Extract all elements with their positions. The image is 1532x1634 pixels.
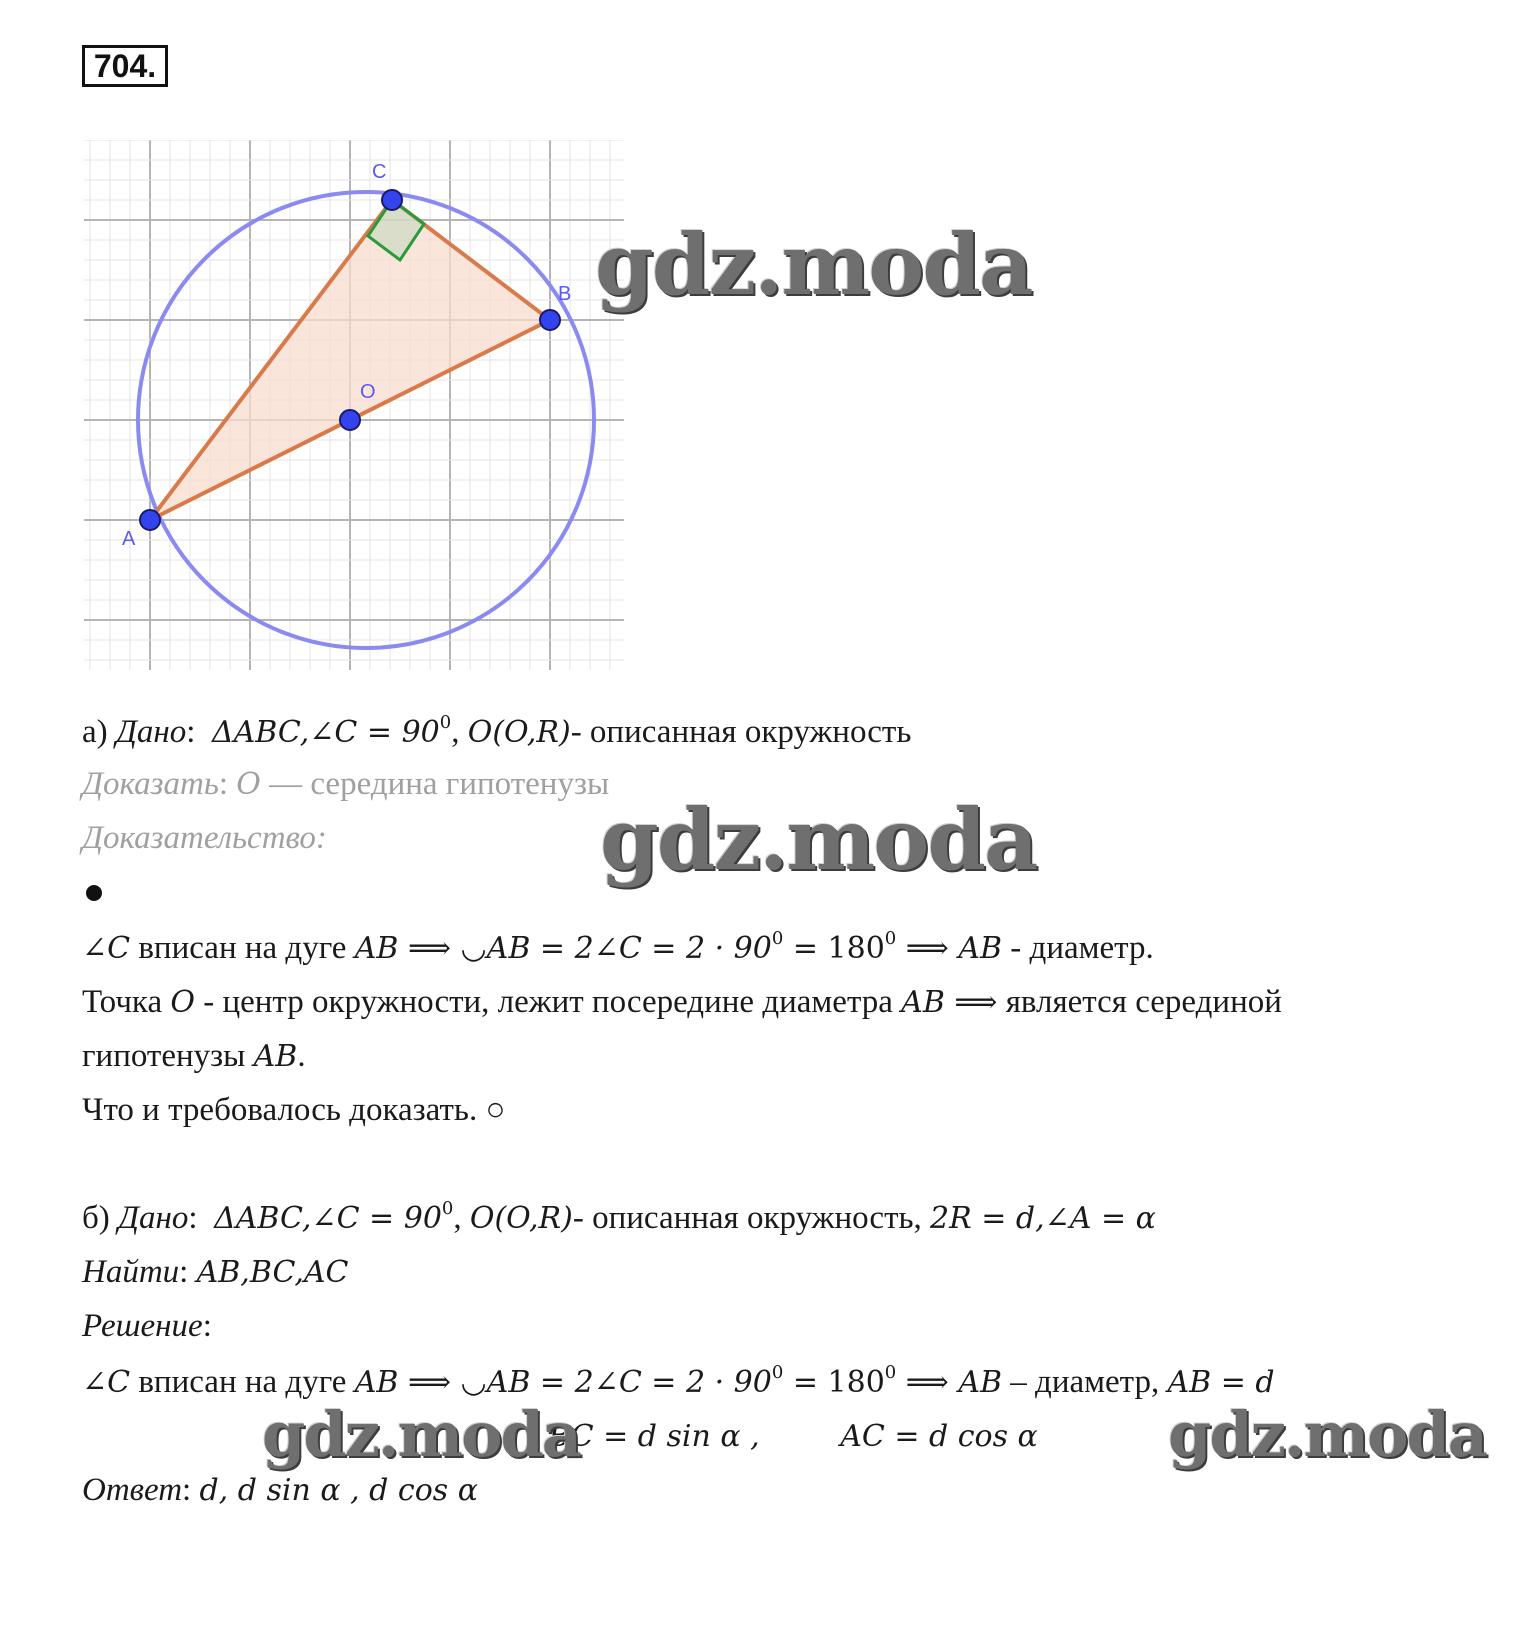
arc-math: AB ⟹ ◡AB = 2∠C = 2 · 90 bbox=[354, 1365, 772, 1400]
part-b-solution-line-1 bbox=[82, 1362, 1275, 1403]
ab-equals-d: AB = d bbox=[1167, 1365, 1275, 1400]
point-o bbox=[340, 410, 360, 430]
ac-formula: AC = d cos α bbox=[840, 1419, 1038, 1454]
part-b-solution-label: Решение: bbox=[82, 1308, 212, 1344]
part-b-answer: Ответ: d, d sin α , d cos α bbox=[82, 1472, 478, 1508]
prove-text: — середина гипотенузы bbox=[269, 766, 610, 802]
given-label: Дано bbox=[118, 1200, 189, 1236]
bc-formula: BC = d sin α , bbox=[548, 1419, 760, 1454]
watermark-logo: gdz.moda bbox=[595, 215, 1032, 314]
part-b-solution-line-2 bbox=[548, 1416, 1038, 1457]
given-triangle: ΔABC,∠C = 90 bbox=[214, 1201, 442, 1236]
angle-c: ∠C bbox=[82, 931, 131, 966]
prove-label: Доказать bbox=[82, 766, 219, 802]
find-math: AB,BC,AC bbox=[196, 1255, 349, 1290]
ab-implies: AB ⟹ bbox=[901, 985, 998, 1020]
point-c bbox=[382, 190, 402, 210]
part-a-given: а) Дано: ΔABC,∠C = $90^0$, O(O,R)- описанная окружность bbox=[82, 712, 912, 750]
arc-math-3: ⟹ AB bbox=[896, 1365, 1003, 1400]
diameter-text: – диаметр, bbox=[1010, 1364, 1160, 1400]
watermark-logo: gdz.moda bbox=[1168, 1398, 1486, 1471]
part-a-proof-line-3 bbox=[82, 1036, 306, 1077]
degree-sup: 0 bbox=[439, 712, 452, 733]
part-a-proof-line-1 bbox=[82, 928, 1154, 969]
hypotenuse-text: гипотенузы bbox=[82, 1038, 246, 1074]
given-suffix: - описанная окружность, bbox=[572, 1200, 922, 1236]
answer-label: Ответ bbox=[82, 1472, 183, 1508]
find-label: Найти bbox=[82, 1254, 180, 1290]
solution-label: Решение bbox=[82, 1308, 203, 1344]
label-a: A bbox=[122, 528, 136, 550]
inscribed-text: вписан на дуге bbox=[138, 930, 347, 966]
proof-label: Доказательство: bbox=[82, 820, 327, 856]
given-extra: 2R = d,∠A = α bbox=[930, 1201, 1156, 1236]
point-a bbox=[140, 510, 160, 530]
point-text: Точка bbox=[82, 984, 163, 1020]
degree-sup: 0 bbox=[884, 928, 897, 949]
watermark-logo: gdz.moda bbox=[262, 1398, 580, 1471]
arc-math-3: ⟹ AB bbox=[896, 931, 1003, 966]
point-b bbox=[540, 310, 560, 330]
part-a-proof-line-2 bbox=[82, 982, 1282, 1023]
degree-sup: 0 bbox=[771, 1362, 784, 1383]
given-triangle: ΔABC,∠C = 90 bbox=[211, 715, 440, 750]
label-b: B bbox=[558, 283, 572, 305]
arc-math-2: = 180 bbox=[783, 1365, 885, 1400]
part-a-prove: Доказать: O — середина гипотенузы bbox=[82, 766, 610, 802]
qed-text: Что и требовалось доказать. ○ bbox=[82, 1092, 506, 1128]
part-a-prefix: а) bbox=[82, 714, 108, 750]
arc-math-2: = 180 bbox=[783, 931, 885, 966]
watermark-logo: gdz.moda bbox=[600, 790, 1037, 889]
degree-sup: 0 bbox=[884, 1362, 897, 1383]
midpoint-text: является серединой bbox=[1005, 984, 1282, 1020]
given-suffix: - описанная окружность bbox=[570, 714, 912, 750]
part-a-qed bbox=[82, 1090, 505, 1130]
given-circle: O(O,R) bbox=[469, 1201, 573, 1236]
part-a-proof-label bbox=[82, 818, 327, 858]
given-label: Дано bbox=[115, 714, 187, 750]
prove-o: O bbox=[236, 767, 261, 802]
geometry-figure bbox=[84, 140, 624, 670]
period: . bbox=[297, 1038, 306, 1074]
label-o: O bbox=[360, 381, 376, 403]
inscribed-text: вписан на дуге bbox=[138, 1364, 347, 1400]
degree-sup: 0 bbox=[771, 928, 784, 949]
part-b-find: Найти: AB,BC,AC bbox=[82, 1254, 349, 1290]
part-b-prefix: б) bbox=[82, 1200, 110, 1236]
part-b-given: б) Дано: ΔABC,∠C = $90^0$, O(O,R)- описанная окружность, 2R = d,∠A = α bbox=[82, 1198, 1156, 1236]
bullet bbox=[86, 885, 102, 901]
answer-math: d, d sin α , d cos α bbox=[199, 1473, 478, 1508]
label-c: C bbox=[372, 161, 387, 183]
point-o-math: O bbox=[170, 985, 195, 1020]
angle-c: ∠C bbox=[82, 1365, 131, 1400]
arc-math: AB ⟹ ◡AB = 2∠C = 2 · 90 bbox=[354, 931, 772, 966]
center-text: - центр окружности, лежит посередине диаметра bbox=[203, 984, 893, 1020]
degree-sup: 0 bbox=[441, 1198, 454, 1219]
problem-number: 704. bbox=[82, 45, 168, 87]
ab-math: AB bbox=[253, 1039, 298, 1074]
given-circle: O(O,R) bbox=[467, 715, 571, 750]
diameter-text: - диаметр. bbox=[1010, 930, 1154, 966]
